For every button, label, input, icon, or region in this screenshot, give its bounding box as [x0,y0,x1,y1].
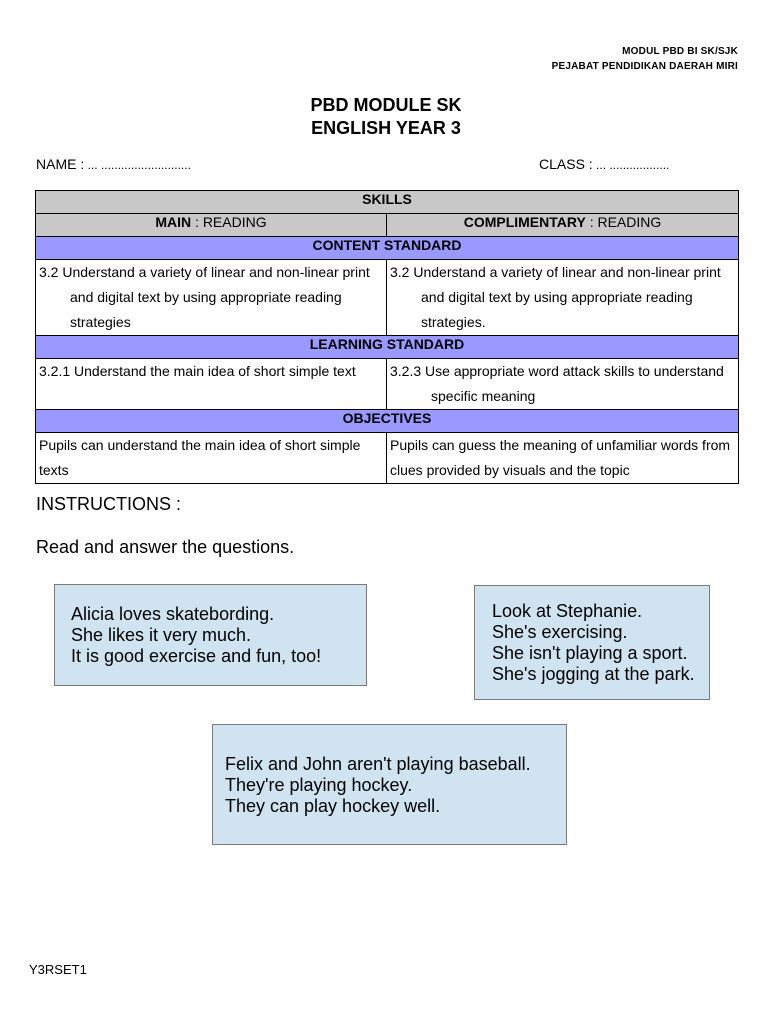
story-line: They're playing hockey. [225,775,413,795]
class-label: CLASS : [539,156,593,172]
story-line: They can play hockey well. [225,796,441,816]
learning-standard-right-cell [387,359,739,410]
class-field[interactable] [539,156,669,172]
content-standard-row [36,260,739,336]
name-label: NAME : [36,156,85,172]
objectives-row [36,433,739,484]
skills-header: SKILLS [36,191,739,214]
learning-standard-left: 3.2.1 Understand the main idea of short simple text [39,363,356,379]
class-blank[interactable]: ... .................. [592,158,670,172]
objectives-header: OBJECTIVES [36,410,739,433]
complimentary-skill-label: COMPLIMENTARY [463,214,586,230]
content-standard-right: 3.2 Understand a variety of linear and non-linear print and digital text by using appropriate reading strategies. [390,264,721,330]
content-standard-left: 3.2 Understand a variety of linear and non-linear print and digital text by using appropriate reading strategies [39,264,370,330]
story-box-stephanie [474,585,710,700]
content-standard-left-cell [36,260,387,336]
document-title [0,94,768,140]
footer-set-code: Y3RSET1 [29,962,87,977]
objectives-left: Pupils can understand the main idea of short simple texts [36,433,387,484]
content-standard-header-row [36,237,739,260]
instructions-heading: INSTRUCTIONS : [36,494,182,514]
learning-standard-right: 3.2.3 Use appropriate word attack skills to understand specific meaning [390,363,724,404]
story-line: She likes it very much. [71,625,252,645]
skills-header-row [36,191,739,214]
story-line: She isn't playing a sport. [492,643,688,663]
story-line: Felix and John aren't playing baseball. [225,754,531,774]
objectives-header-row [36,410,739,433]
name-field[interactable] [36,156,191,172]
header-module-label: MODUL PBD BI SK/SJK [622,46,738,57]
title-line-module: PBD MODULE SK [310,95,462,115]
name-blank[interactable]: ... ........................... [84,158,191,172]
learning-standard-header: LEARNING STANDARD [36,336,739,359]
learning-standard-row [36,359,739,410]
title-line-year: ENGLISH YEAR 3 [311,118,461,138]
learning-standard-left-cell [36,359,387,410]
story-line: She's jogging at the park. [492,664,695,684]
main-skill-value: : READING [191,214,267,230]
story-line: Alicia loves skatebording. [71,604,275,624]
learning-standard-header-row [36,336,739,359]
story-line: Look at Stephanie. [492,601,643,621]
content-standard-header: CONTENT STANDARD [36,237,739,260]
skills-table [35,190,739,484]
main-skill-cell [36,214,387,237]
document-header [552,44,738,74]
complimentary-skill-value: : READING [585,214,662,230]
skills-main-row [36,214,739,237]
story-box-felix [212,724,567,845]
complimentary-skill-cell [387,214,739,237]
main-skill-label: MAIN [155,214,192,230]
header-office-label: PEJABAT PENDIDIKAN DAERAH MIRI [551,61,738,72]
content-standard-right-cell [387,260,739,336]
story-line: It is good exercise and fun, too! [71,646,322,666]
story-box-alicia [54,584,367,686]
instructions-text: Read and answer the questions. [36,537,295,557]
objectives-right: Pupils can guess the meaning of unfamiliar words from clues provided by visuals and the topic [387,433,739,484]
story-line: She's exercising. [492,622,628,642]
